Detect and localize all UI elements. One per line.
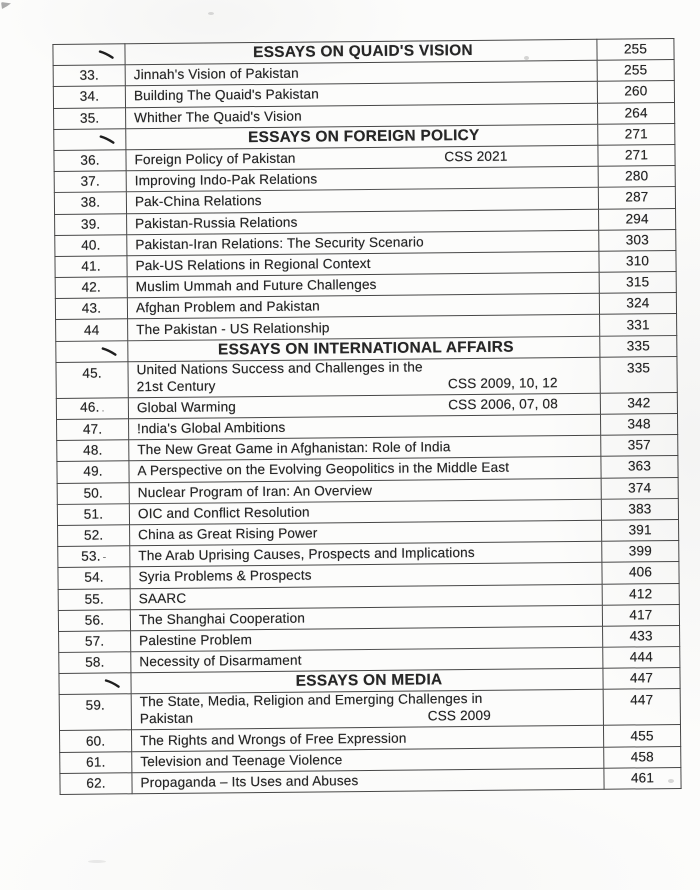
- toc-item-row: [56, 356, 677, 398]
- item-title: Whither The Quaid's Vision: [134, 108, 302, 125]
- item-number: 47.: [82, 421, 103, 437]
- page-number: 455: [603, 725, 680, 747]
- page-number: 406: [602, 562, 679, 584]
- page-number: 391: [602, 519, 679, 541]
- page-number: 458: [604, 746, 681, 768]
- item-number: 49.: [83, 464, 103, 480]
- item-title: Television and Teenage Violence: [140, 751, 343, 769]
- section-number-cell: [56, 340, 128, 362]
- page-number: 335: [600, 335, 677, 357]
- item-title: Palestine Problem: [139, 632, 253, 649]
- item-title: Propaganda – Its Uses and Abuses: [140, 773, 359, 791]
- item-title: Jinnah's Vision of Pakistan: [133, 65, 299, 83]
- page-number: 264: [597, 102, 674, 124]
- scan-smudge: [1, 2, 11, 9]
- item-title: OIC and Conflict Resolution: [137, 504, 310, 522]
- section-number-cell: [59, 673, 131, 695]
- item-title-line2: 21st Century: [136, 378, 216, 395]
- pen-tick-icon: [105, 679, 122, 690]
- item-number: 36.: [80, 152, 100, 168]
- page-number: 271: [598, 144, 675, 166]
- item-title: Foreign Policy of Pakistan: [134, 150, 296, 168]
- page-number: 315: [599, 272, 676, 294]
- page-number: 287: [598, 187, 675, 209]
- section-title: ESSAYS ON FOREIGN POLICY: [126, 124, 598, 150]
- item-number: 45.: [82, 365, 102, 381]
- item-number: 57.: [84, 633, 105, 649]
- pen-tick-icon: [101, 346, 118, 357]
- page-number: 363: [601, 456, 678, 478]
- page-number: 324: [599, 293, 676, 315]
- item-number: 56.: [84, 612, 105, 628]
- page-number: 412: [602, 583, 679, 605]
- section-number-cell: [53, 44, 125, 66]
- page-number: 271: [598, 123, 675, 145]
- item-title: The Pakistan - US Relationship: [136, 319, 330, 337]
- item-number: 59.: [85, 697, 106, 714]
- page-number: 399: [602, 541, 679, 563]
- item-number: 44: [83, 322, 100, 338]
- toc-body: [53, 39, 681, 795]
- page-number: 433: [603, 625, 680, 647]
- page-number: 294: [599, 208, 676, 230]
- item-number: 34.: [79, 89, 100, 105]
- item-title: Improving Indo-Pak Relations: [134, 171, 318, 189]
- item-title: The Shanghai Cooperation: [138, 610, 306, 627]
- page-number: 383: [601, 498, 678, 520]
- toc-item-row: [60, 767, 681, 794]
- page-number: 417: [602, 604, 679, 626]
- item-number: 58.: [85, 654, 105, 670]
- page-number: 348: [600, 414, 677, 436]
- section-title: ESSAYS ON INTERNATIONAL AFFAIRS: [128, 336, 600, 362]
- item-number: 42.: [81, 279, 101, 295]
- item-title: China as Great Rising Power: [138, 525, 318, 543]
- item-number: 60.: [85, 733, 106, 749]
- item-number: 48.: [83, 442, 103, 459]
- item-title: Afghan Problem and Pakistan: [135, 298, 320, 316]
- item-title: Nuclear Program of Iran: An Overview: [137, 482, 373, 500]
- page-number: 342: [600, 392, 677, 414]
- item-number: 41.: [81, 258, 101, 274]
- css-year-note: CSS 2021: [444, 148, 508, 165]
- item-number: 53.: [81, 548, 101, 564]
- table-of-contents: [52, 38, 681, 795]
- item-title: Global Warming: [136, 399, 237, 416]
- item-title: Muslim Ummah and Future Challenges: [135, 277, 377, 295]
- page-number: 255: [597, 39, 674, 61]
- item-number: 52.: [83, 527, 104, 543]
- section-number-cell: [54, 129, 126, 151]
- item-number: 62.: [86, 775, 106, 791]
- item-number: 50.: [83, 485, 103, 501]
- item-title: Pakistan-Iran Relations: The Security Scenario: [135, 234, 424, 252]
- pen-tick-icon: [99, 134, 116, 145]
- item-number: 33.: [79, 67, 99, 84]
- item-number: 54.: [84, 569, 104, 586]
- item-title: Syria Problems & Prospects: [138, 567, 312, 585]
- item-number: 55.: [84, 591, 104, 607]
- section-title: ESSAYS ON MEDIA: [131, 668, 603, 694]
- scan-smudge: [88, 860, 106, 863]
- item-title: Necessity of Disarmament: [139, 652, 302, 670]
- item-title: The State, Media, Religion and Emerging Challenges in: [139, 691, 483, 710]
- page-number: 260: [597, 81, 674, 103]
- item-number: 61.: [86, 754, 106, 770]
- page-number: 310: [599, 250, 676, 272]
- item-number: 37.: [80, 173, 100, 189]
- item-title: The Rights and Wrongs of Free Expression: [140, 730, 407, 748]
- css-year-note: CSS 2006, 07, 08: [448, 395, 558, 413]
- page-number: 461: [604, 767, 681, 789]
- pen-mark: -: [102, 551, 107, 564]
- page-number: 331: [600, 314, 677, 336]
- item-number: 39.: [80, 216, 101, 232]
- item-title-line2: Pakistan: [139, 711, 194, 727]
- page-number: 447: [603, 689, 680, 726]
- page-number: 335: [600, 356, 677, 393]
- item-title: Pak-US Relations in Regional Context: [135, 255, 371, 274]
- item-number: 46.: [80, 399, 100, 416]
- item-number: 51.: [83, 506, 104, 522]
- item-title: SAARC: [138, 590, 187, 606]
- item-number: 35.: [79, 110, 100, 126]
- item-title: Building The Quaid's Pakistan: [133, 86, 320, 104]
- item-title: United Nations Success and Challenges in the: [136, 359, 423, 378]
- css-year-note: CSS 2009, 10, 12: [447, 374, 558, 392]
- item-title: The Arab Uprising Causes, Prospects and Implications: [138, 545, 475, 564]
- item-title: The New Great Game in Afghanistan: Role of India: [137, 439, 451, 458]
- page-number: 357: [601, 435, 678, 457]
- item-number: 40.: [81, 237, 101, 253]
- item-title: !ndia's Global Ambitions: [137, 419, 286, 437]
- scan-smudge: [208, 12, 214, 15]
- item-title: A Perspective on the Evolving Geopolitics in the Middle East: [137, 460, 510, 479]
- page-number: 374: [601, 477, 678, 499]
- page-number: 444: [603, 647, 680, 669]
- item-title: Pakistan-Russia Relations: [135, 214, 298, 231]
- item-number: 38.: [80, 194, 101, 211]
- page-number: 447: [603, 668, 680, 690]
- toc-item-row: [59, 689, 680, 731]
- pen-mark: .: [101, 402, 105, 415]
- css-year-note: CSS 2009: [427, 708, 491, 724]
- pen-tick-icon: [98, 49, 115, 60]
- page-number: 280: [598, 166, 675, 188]
- page-number: 303: [599, 229, 676, 251]
- section-title: ESSAYS ON QUAID'S VISION: [125, 39, 597, 65]
- page-number: 255: [597, 60, 674, 82]
- item-title: Pak-China Relations: [134, 193, 262, 210]
- item-number: 43.: [81, 300, 102, 317]
